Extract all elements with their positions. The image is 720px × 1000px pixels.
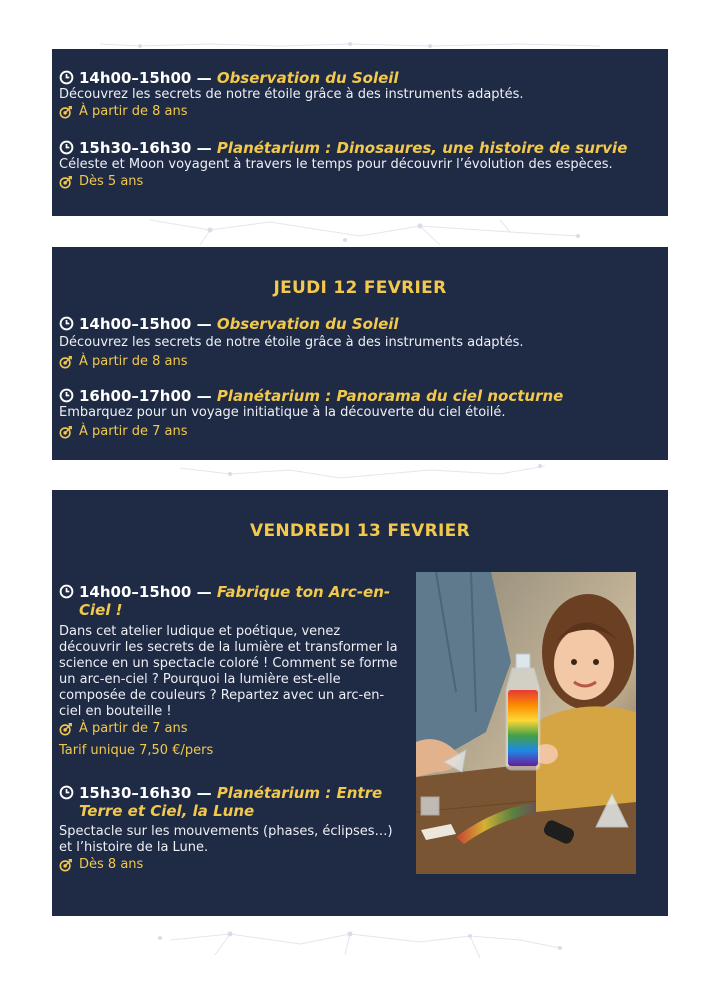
clock-icon [59, 70, 74, 85]
event-time: 14h00–15h00 — [79, 315, 217, 333]
event-title: Observation du Soleil [216, 69, 399, 87]
day-heading: VENDREDI 13 FEVRIER [250, 521, 470, 541]
target-arrow-icon [59, 858, 73, 872]
event-column [59, 583, 399, 874]
clock-icon [59, 584, 74, 599]
event-title: Planétarium : Entre Terre et Ciel, la Lune [79, 784, 383, 820]
event-heading [59, 583, 399, 619]
target-arrow-icon [59, 355, 73, 369]
event-heading [59, 784, 399, 820]
event-observation-soleil [59, 69, 661, 121]
age-label: À partir de 8 ans [79, 104, 188, 119]
event-observation-soleil [59, 315, 661, 371]
event-age [59, 353, 661, 371]
event-heading [59, 139, 661, 157]
target-arrow-icon [59, 175, 73, 189]
program-panel-1 [52, 49, 668, 216]
event-age [59, 856, 399, 874]
event-description: Découvrez les secrets de notre étoile grâce à des instruments adaptés. [59, 87, 524, 102]
event-arc-en-ciel [59, 583, 399, 760]
event-heading [59, 387, 661, 405]
clock-icon [59, 785, 74, 800]
event-title: Fabrique ton Arc-en-Ciel ! [79, 583, 391, 619]
clock-icon [59, 388, 74, 403]
event-heading [59, 69, 661, 87]
target-arrow-icon [59, 425, 73, 439]
event-time: 16h00–17h00 — [79, 387, 217, 405]
clock-icon [59, 316, 74, 331]
day-heading: JEUDI 12 FEVRIER [273, 278, 447, 298]
event-time: 14h00–15h00 — [79, 69, 217, 87]
target-arrow-icon [59, 722, 73, 736]
rainbow-bottle-photo [416, 572, 636, 874]
event-time: 15h30–16h30 — [79, 784, 217, 802]
event-description: Spectacle sur les mouvements (phases, éclipses…) et l’histoire de la Lune. [59, 824, 393, 855]
event-description: Dans cet atelier ludique et poétique, venez découvrir les secrets de la lumière et transformer la science en un spectacle coloré ! Comment se forme un arc-en-ciel ? Pourquoi la lumière est-elle composée de couleurs ? Repartez avec un arc-en-ciel en bouteille ! [59, 624, 398, 719]
event-planetarium-dinosaures [59, 139, 661, 191]
event-description: Céleste et Moon voyagent à travers le temps pour découvrir l’évolution des espèces. [59, 157, 613, 172]
clock-icon [59, 140, 74, 155]
event-planetarium-lune [59, 784, 399, 874]
event-title: Planétarium : Dinosaures, une histoire de survie [216, 139, 628, 157]
section-divider [58, 245, 662, 247]
event-age [59, 103, 661, 121]
event-heading [59, 315, 661, 333]
price-label: Tarif unique 7,50 €/pers [59, 743, 214, 758]
age-label: À partir de 8 ans [79, 354, 188, 369]
event-title: Planétarium : Panorama du ciel nocturne [216, 387, 564, 405]
event-age [59, 423, 661, 441]
event-time: 15h30–16h30 — [79, 139, 217, 157]
target-arrow-icon [59, 105, 73, 119]
age-label: Dès 8 ans [79, 857, 144, 872]
event-title: Observation du Soleil [216, 315, 399, 333]
event-description: Découvrez les secrets de notre étoile grâce à des instruments adaptés. [59, 335, 524, 350]
event-time: 14h00–15h00 — [79, 583, 217, 601]
event-description: Embarquez pour un voyage initiatique à la découverte du ciel étoilé. [59, 405, 506, 420]
event-planetarium-panorama [59, 387, 661, 441]
age-label: À partir de 7 ans [79, 424, 188, 439]
event-age [59, 720, 399, 738]
event-age [59, 173, 661, 191]
program-panel-jeudi [52, 247, 668, 460]
age-label: Dès 5 ans [79, 174, 144, 189]
age-label: À partir de 7 ans [79, 721, 188, 736]
program-panel-vendredi [52, 490, 668, 916]
